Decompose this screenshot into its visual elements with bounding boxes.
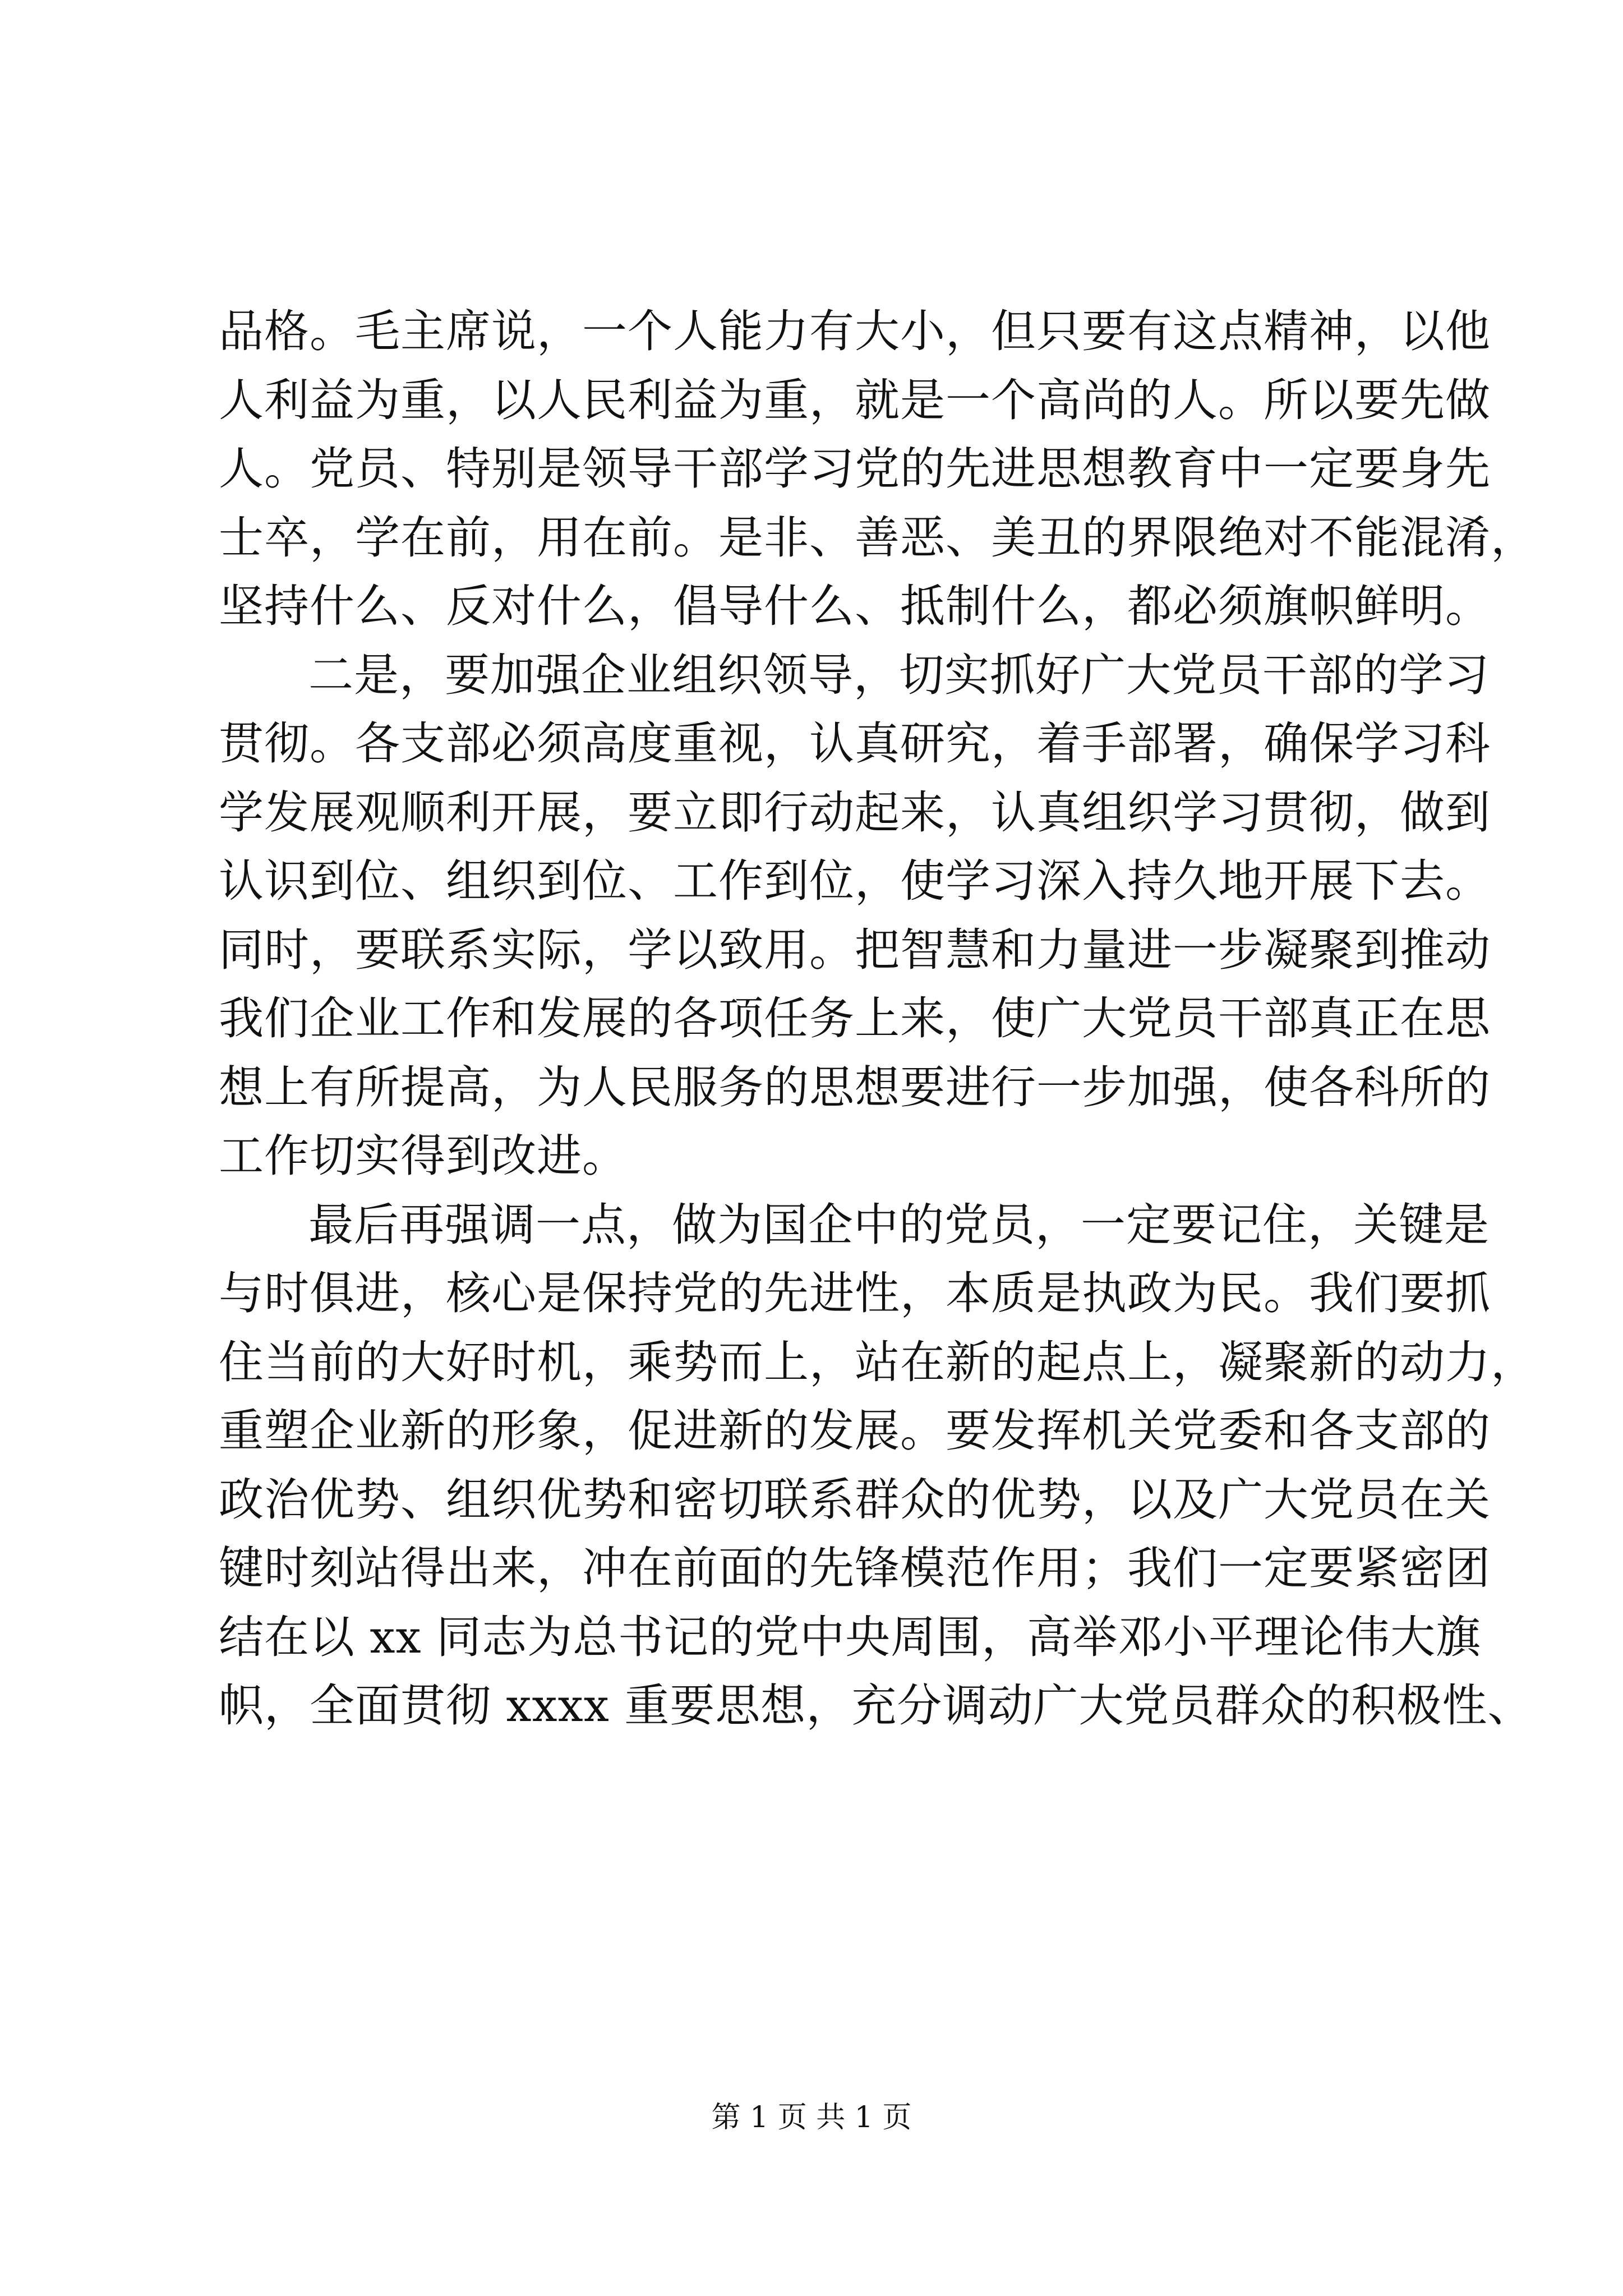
text-line: 同时，要联系实际，学以致用。把智慧和力量进一步凝聚到推动 (219, 923, 1491, 976)
text-line: 品格。毛主席说，一个人能力有大小，但只要有这点精神，以他 (219, 305, 1491, 357)
text-line: 想上有所提高，为人民服务的思想要进行一步加强，使各科所的 (219, 1061, 1491, 1114)
text-line: 与时俱进，核心是保持党的先进性，本质是执政为民。我们要抓 (219, 1267, 1491, 1319)
text-line: 士卒，学在前，用在前。是非、善恶、美丑的界限绝对不能混淆， (219, 511, 1536, 564)
page-footer (0, 2098, 1623, 2137)
paragraph-3 (219, 1191, 1536, 1741)
text-line: 住当前的大好时机，乘势而上，站在新的起点上，凝聚新的动力， (219, 1336, 1536, 1388)
text-line: 二是，要加强企业组织领导，切实抓好广大党员干部的学习 (308, 648, 1490, 701)
text-line: 政治优势、组织优势和密切联系群众的优势，以及广大党员在关 (219, 1473, 1491, 1526)
text-line: 帜，全面贯彻 xxxx 重要思想，充分调动广大党员群众的积极性、 (219, 1680, 1533, 1732)
text-line: 认识到位、组织到位、工作到位，使学习深入持久地开展下去。 (219, 855, 1491, 907)
text-line: 重塑企业新的形象，促进新的发展。要发挥机关党委和各支部的 (219, 1405, 1491, 1457)
text-line: 最后再强调一点，做为国企中的党员，一定要记住，关键是 (308, 1198, 1490, 1251)
text-line: 工作切实得到改进。 (219, 1130, 628, 1182)
text-line: 人。党员、特别是领导干部学习党的先进思想教育中一定要身先 (219, 443, 1491, 495)
text-line: 我们企业工作和发展的各项任务上来，使广大党员干部真正在思 (219, 992, 1491, 1045)
text-line: 结在以 xx 同志为总书记的党中央周围，高举邓小平理论伟大旗 (219, 1611, 1482, 1663)
text-line: 坚持什么、反对什么，倡导什么、抵制什么，都必须旗帜鲜明。 (219, 580, 1491, 632)
paragraph-1 (219, 297, 1536, 641)
text-line: 贯彻。各支部必须高度重视，认真研究，着手部署，确保学习科 (219, 717, 1491, 770)
document-body (219, 297, 1536, 1741)
text-line: 人利益为重，以人民利益为重，就是一个高尚的人。所以要先做 (219, 374, 1491, 426)
page-number-label: 第 1 页 共 1 页 (711, 2101, 912, 2134)
text-line: 键时刻站得出来，冲在前面的先锋模范作用；我们一定要紧密团 (219, 1542, 1491, 1594)
text-line: 学发展观顺利开展，要立即行动起来，认真组织学习贯彻，做到 (219, 786, 1491, 839)
paragraph-2 (219, 641, 1491, 1191)
